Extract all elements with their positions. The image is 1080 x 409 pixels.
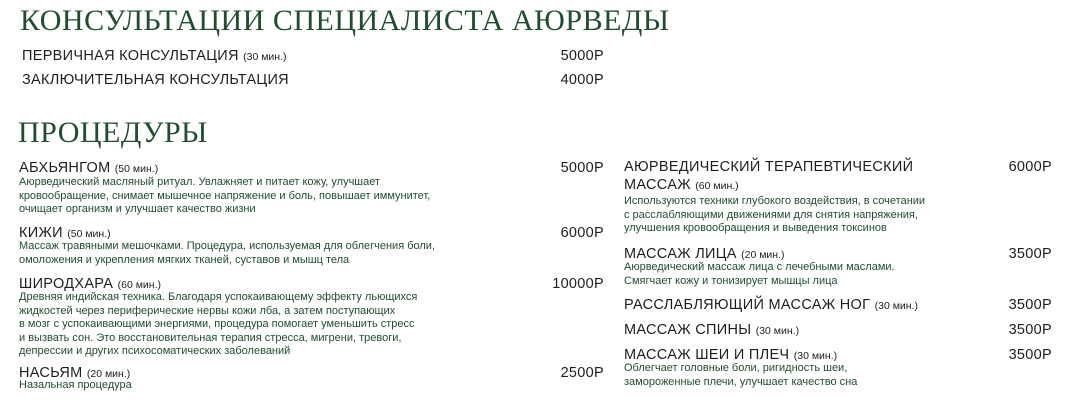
procedure-foot-massage [624,296,1052,315]
item-duration: (50 мин.) [67,228,111,240]
item-price: 5000Р [560,160,604,176]
item-description: Облегчает головные боли, ригидность шеи, замороженные плечи, улучшает качество сна [624,362,858,388]
item-price: 6000Р [560,225,604,241]
item-description: Используются техники глубокого воздействия, в сочетании с расслабляющими движениями для снятия напряжения, улучшения кровообращения и выведения токсинов [624,195,926,234]
item-price: 2500Р [560,365,604,381]
item-description: Аюрведический массаж лица с лечебными маслами. Смягчает кожу и тонизирует мышцы лица [624,261,895,287]
item-duration: (20 мин.) [86,368,131,380]
item-description: Массаж травяными мешочками. Процедура, используемая для облегчения боли, омоложения и укрепления мягких тканей, суставов и мышц тела [19,240,436,266]
item-name: ШИРОДХАРА (60 мин.) [19,276,161,292]
item-price: 5000Р [560,48,604,64]
consult-heading: КОНСУЛЬТАЦИИ СПЕЦИАЛИСТА АЮРВЕДЫ [20,4,670,37]
item-price: 4000Р [560,72,604,88]
item-name: АБХЬЯНГОМ (50 мин.) [19,160,159,176]
item-name: РАССЛАБЛЯЮЩИЙ МАССАЖ НОГ (30 мин.) [624,297,918,313]
item-name: НАСЬЯМ (20 мин.) [19,365,131,381]
consult-item-final [22,71,604,89]
item-description: Назальная процедура [19,379,132,391]
item-price: 3500Р [1008,297,1052,313]
item-name: МАССАЖ ШЕИ И ПЛЕЧ (30 мин.) [624,347,838,363]
item-price: 6000Р [1008,159,1052,175]
procedures-heading: ПРОЦЕДУРЫ [18,116,208,149]
item-duration: (50 мин.) [114,163,159,175]
item-price: 3500Р [1008,347,1052,363]
item-duration: (60 мин.) [117,279,161,291]
item-duration: (30 мин.) [874,300,918,312]
procedure-ayurvedic-therapeutic-massage [624,158,1052,195]
item-description: Аюрведический масляный ритуал. Увлажняет и питает кожу, улучшает кровообращение, снимает мышечное напряжение и боль, повышает иммунитет, очищает организм и улучшает качество жизни [19,176,431,215]
item-name: МАССАЖ СПИНЫ (30 мин.) [624,322,800,338]
item-duration: (30 мин.) [755,325,800,337]
item-name: ПЕРВИЧНАЯ КОНСУЛЬТАЦИЯ (30 мин.) [22,48,287,64]
item-duration: (30 мин.) [793,350,838,362]
consult-item-primary [22,47,604,66]
item-price: 3500Р [1008,246,1052,262]
procedure-back-massage [624,321,1052,340]
item-price: 3500Р [1008,322,1052,338]
item-name: ЗАКЛЮЧИТЕЛЬНАЯ КОНСУЛЬТАЦИЯ [22,72,289,88]
item-name: КИЖИ (50 мин.) [19,225,111,241]
item-price: 10000Р [552,276,604,292]
item-duration: (30 мин.) [243,51,287,63]
item-name: МАССАЖ ЛИЦА (20 мин.) [624,246,785,262]
item-duration: (60 мин.) [695,180,739,192]
item-description: Древняя индийская техника. Благодаря успокаивающему эффекту льющихся жидкостей через периферические нервы кожи лба, а затем поступающих в мозг с успокаивающими энергиями, процедура помогает уменьшить стресс и вызвать сон. Это восстановительная терапия стресса, мигрени, тревоги, депрессии и других психосоматических заболеваний [19,291,418,357]
item-name: АЮРВЕДИЧЕСКИЙ ТЕРАПЕВТИЧЕСКИЙ МАССАЖ (60 мин.) [624,159,914,193]
item-duration: (20 мин.) [741,249,785,261]
